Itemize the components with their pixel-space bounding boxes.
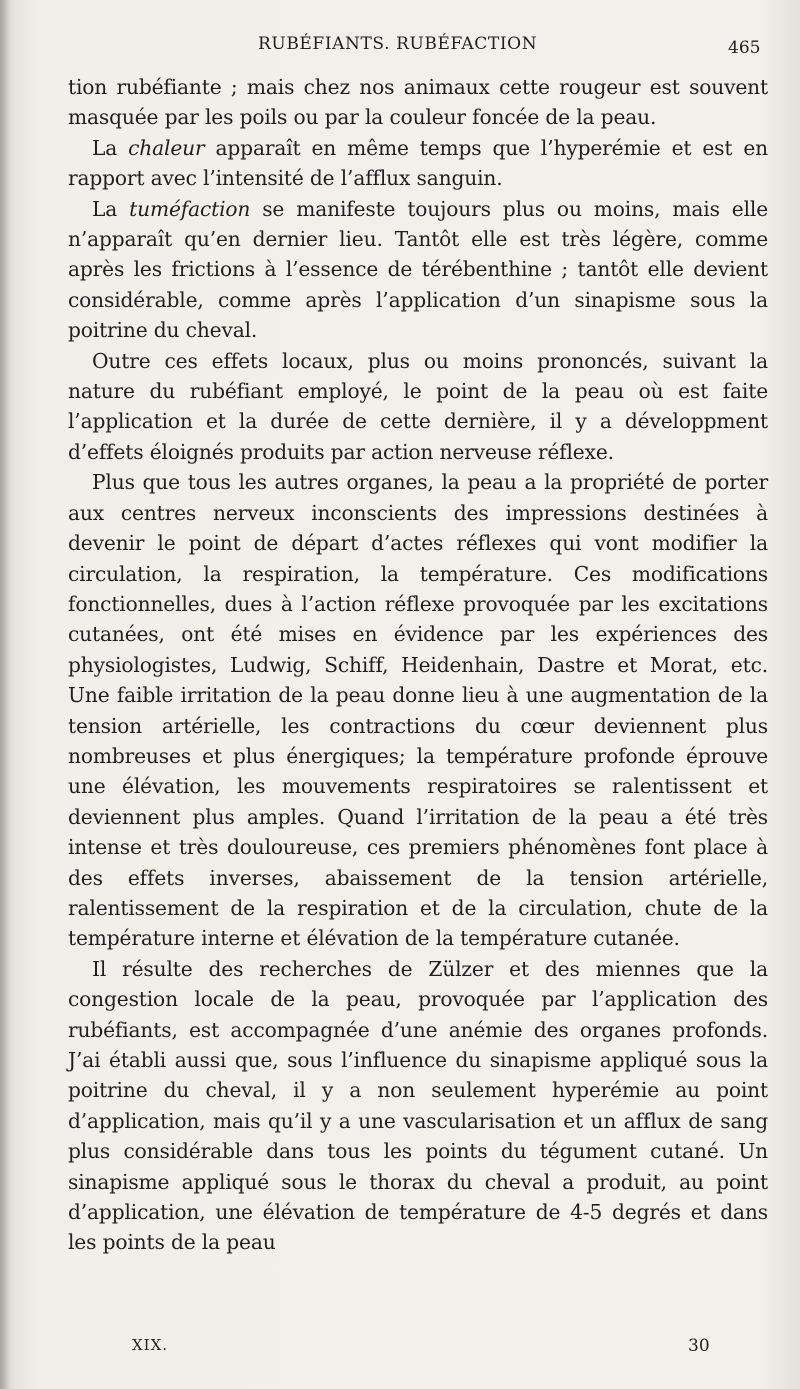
paragraph-rest: apparaît en même temps que l’hyperémie et est en rapport avec l’intensité de l’afflux sanguin. [68, 135, 768, 191]
signature-number: 30 [688, 1336, 710, 1356]
page-number: 465 [728, 38, 761, 58]
paragraph-chaleur [68, 133, 768, 194]
body-text [68, 72, 768, 1258]
paragraph-lead: La [92, 196, 130, 221]
running-head: RUBÉFIANTS. RUBÉFACTION [258, 34, 538, 54]
emphasis-term: tuméfaction [129, 196, 251, 221]
page-footer [0, 1336, 800, 1362]
paragraph-rest: se manifeste toujours plus ou moins, mais elle n’apparaît qu’en dernier lieu. Tantôt elle est très légère, comme après les frictions à l’essence de térébenthine ; tantôt elle devient considérable, comme après l’application d’un sinapisme sous la poitrine du cheval. [68, 196, 768, 343]
page-header [0, 34, 800, 64]
paragraph-continuation: tion rubéfiante ; mais chez nos animaux cette rougeur est souvent masquée par les poils ou par la couleur foncée de la peau. [68, 75, 768, 130]
emphasis-term: chaleur [128, 135, 205, 160]
paragraph-tumefaction [68, 194, 768, 346]
paragraph-recherches: Il résulte des recherches de Zülzer et des miennes que la congestion locale de la peau, provoquée par l’application des rubéfiants, est accompagnée d’une anémie des organes profonds. J’ai établi aussi que, sous l’influence du sinapisme appliqué sous la poitrine du cheval, il y a non seulement hyperémie au point d’application, mais qu’il y a une vascularisation et un afflux de sang plus considérable dans tous les points du tégument cutané. Un sinapisme appliqué sous le thorax du cheval a produit, au point d’application, une élévation de température de 4-5 degrés et dans les points de la peau [68, 956, 768, 1255]
paragraph-lead: La [92, 135, 129, 160]
signature-mark: XIX. [132, 1336, 169, 1354]
paragraph-reflexes: Plus que tous les autres organes, la peau a la propriété de porter aux centres nerveux inconscients des impressions destinées à devenir le point de départ d’actes réflexes qui vont modifier la circulation, la respiration, la température. Ces modifications fonctionnelles, dues à l’action réflexe provoquée par les excitations cutanées, ont été mises en évidence par les expériences des physiologistes, Ludwig, Schiff, Heidenhain, Dastre et Morat, etc. Une faible irritation de la peau donne lieu à une augmentation de la tension artérielle, les contractions du cœur deviennent plus nombreuses et plus énergiques; la température profonde éprouve une élévation, les mouvements respiratoires se ralentissent et deviennent plus amples. Quand l’irritation de la peau a été très intense et très douloureuse, ces premiers phénomènes font place à des effets inverses, abaissement de la tension artérielle, ralentissement de la respiration et de la circulation, chute de la température interne et élévation de la température cutanée. [68, 470, 768, 951]
binding-shadow [0, 0, 10, 1389]
paragraph-effets-eloignes: Outre ces effets locaux, plus ou moins prononcés, suivant la nature du rubéfiant employé, le point de la peau où est faite l’application et la durée de cette dernière, il y a développment d’effets éloignés produits par action nerveuse réflexe. [68, 348, 768, 464]
